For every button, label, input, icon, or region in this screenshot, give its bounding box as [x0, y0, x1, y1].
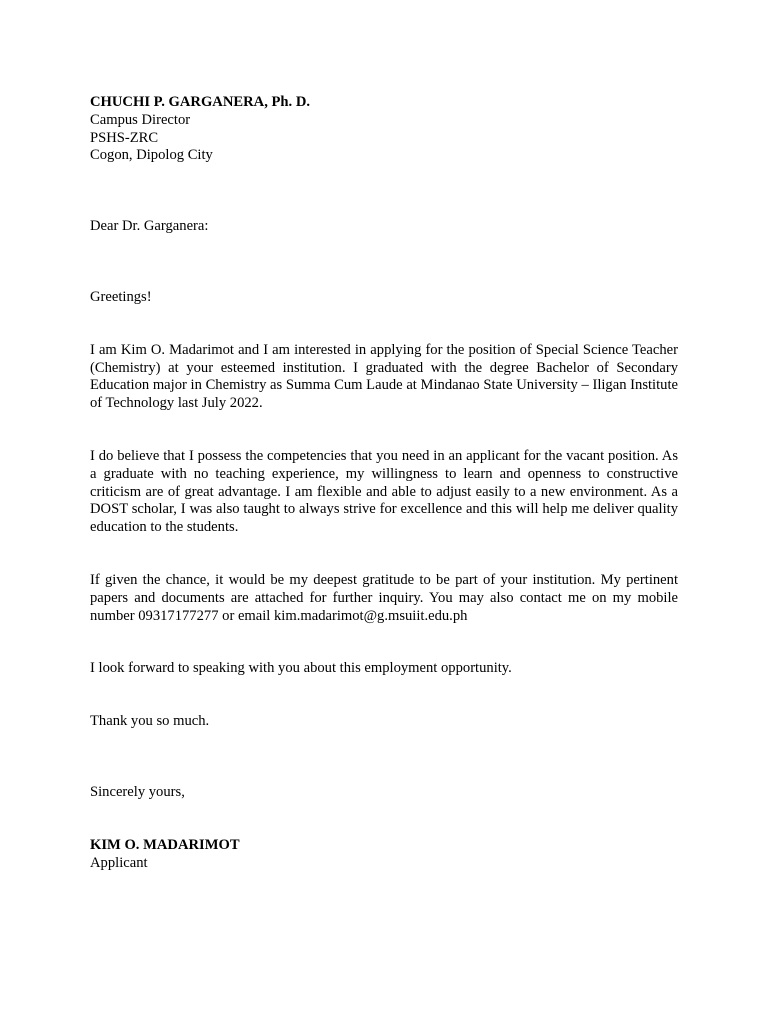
letter-body — [90, 94, 678, 872]
body-paragraph-contact: If given the chance, it would be my deepest gratitude to be part of your institution. My pertinent papers and documents are attached for further inquiry. You may also contact me on my mobile number 09317177277 or email kim.madarimot@g.msuiit.edu.ph — [90, 571, 678, 624]
recipient-block — [90, 94, 678, 165]
salutation: Dear Dr. Garganera: — [90, 218, 209, 235]
recipient-organization: PSHS-ZRC — [90, 129, 159, 146]
closing: Sincerely yours, — [90, 783, 185, 800]
body-paragraph-competencies: I do believe that I possess the competencies that you need in an applicant for the vacant position. As a graduate with no teaching experience, my willingness to learn and openness to constructive criticism are of great advantage. I am flexible and able to adjust easily to a new environment. As a DOST scholar, I was also taught to always strive for excellence and this will help me deliver quality education to the students. — [90, 447, 678, 536]
sender-name: KIM O. MADARIMOT — [90, 836, 240, 853]
greeting: Greetings! — [90, 288, 152, 305]
recipient-name: CHUCHI P. GARGANERA, Ph. D. — [90, 94, 311, 110]
body-paragraph-introduction: I am Kim O. Madarimot and I am interested in applying for the position of Special Science Teacher (Chemistry) at your esteemed institution. I graduated with the degree Bachelor of Secondary Education major in Chemistry as Summa Cum Laude at Mindanao State University – Iligan Institute of Technology last July 2022. — [90, 341, 678, 412]
recipient-title: Campus Director — [90, 111, 191, 128]
sender-role: Applicant — [90, 854, 148, 871]
body-paragraph-thanks: Thank you so much. — [90, 713, 210, 730]
body-paragraph-look-forward: I look forward to speaking with you about this employment opportunity. — [90, 660, 512, 677]
recipient-address: Cogon, Dipolog City — [90, 147, 213, 164]
signature-block — [90, 837, 678, 873]
